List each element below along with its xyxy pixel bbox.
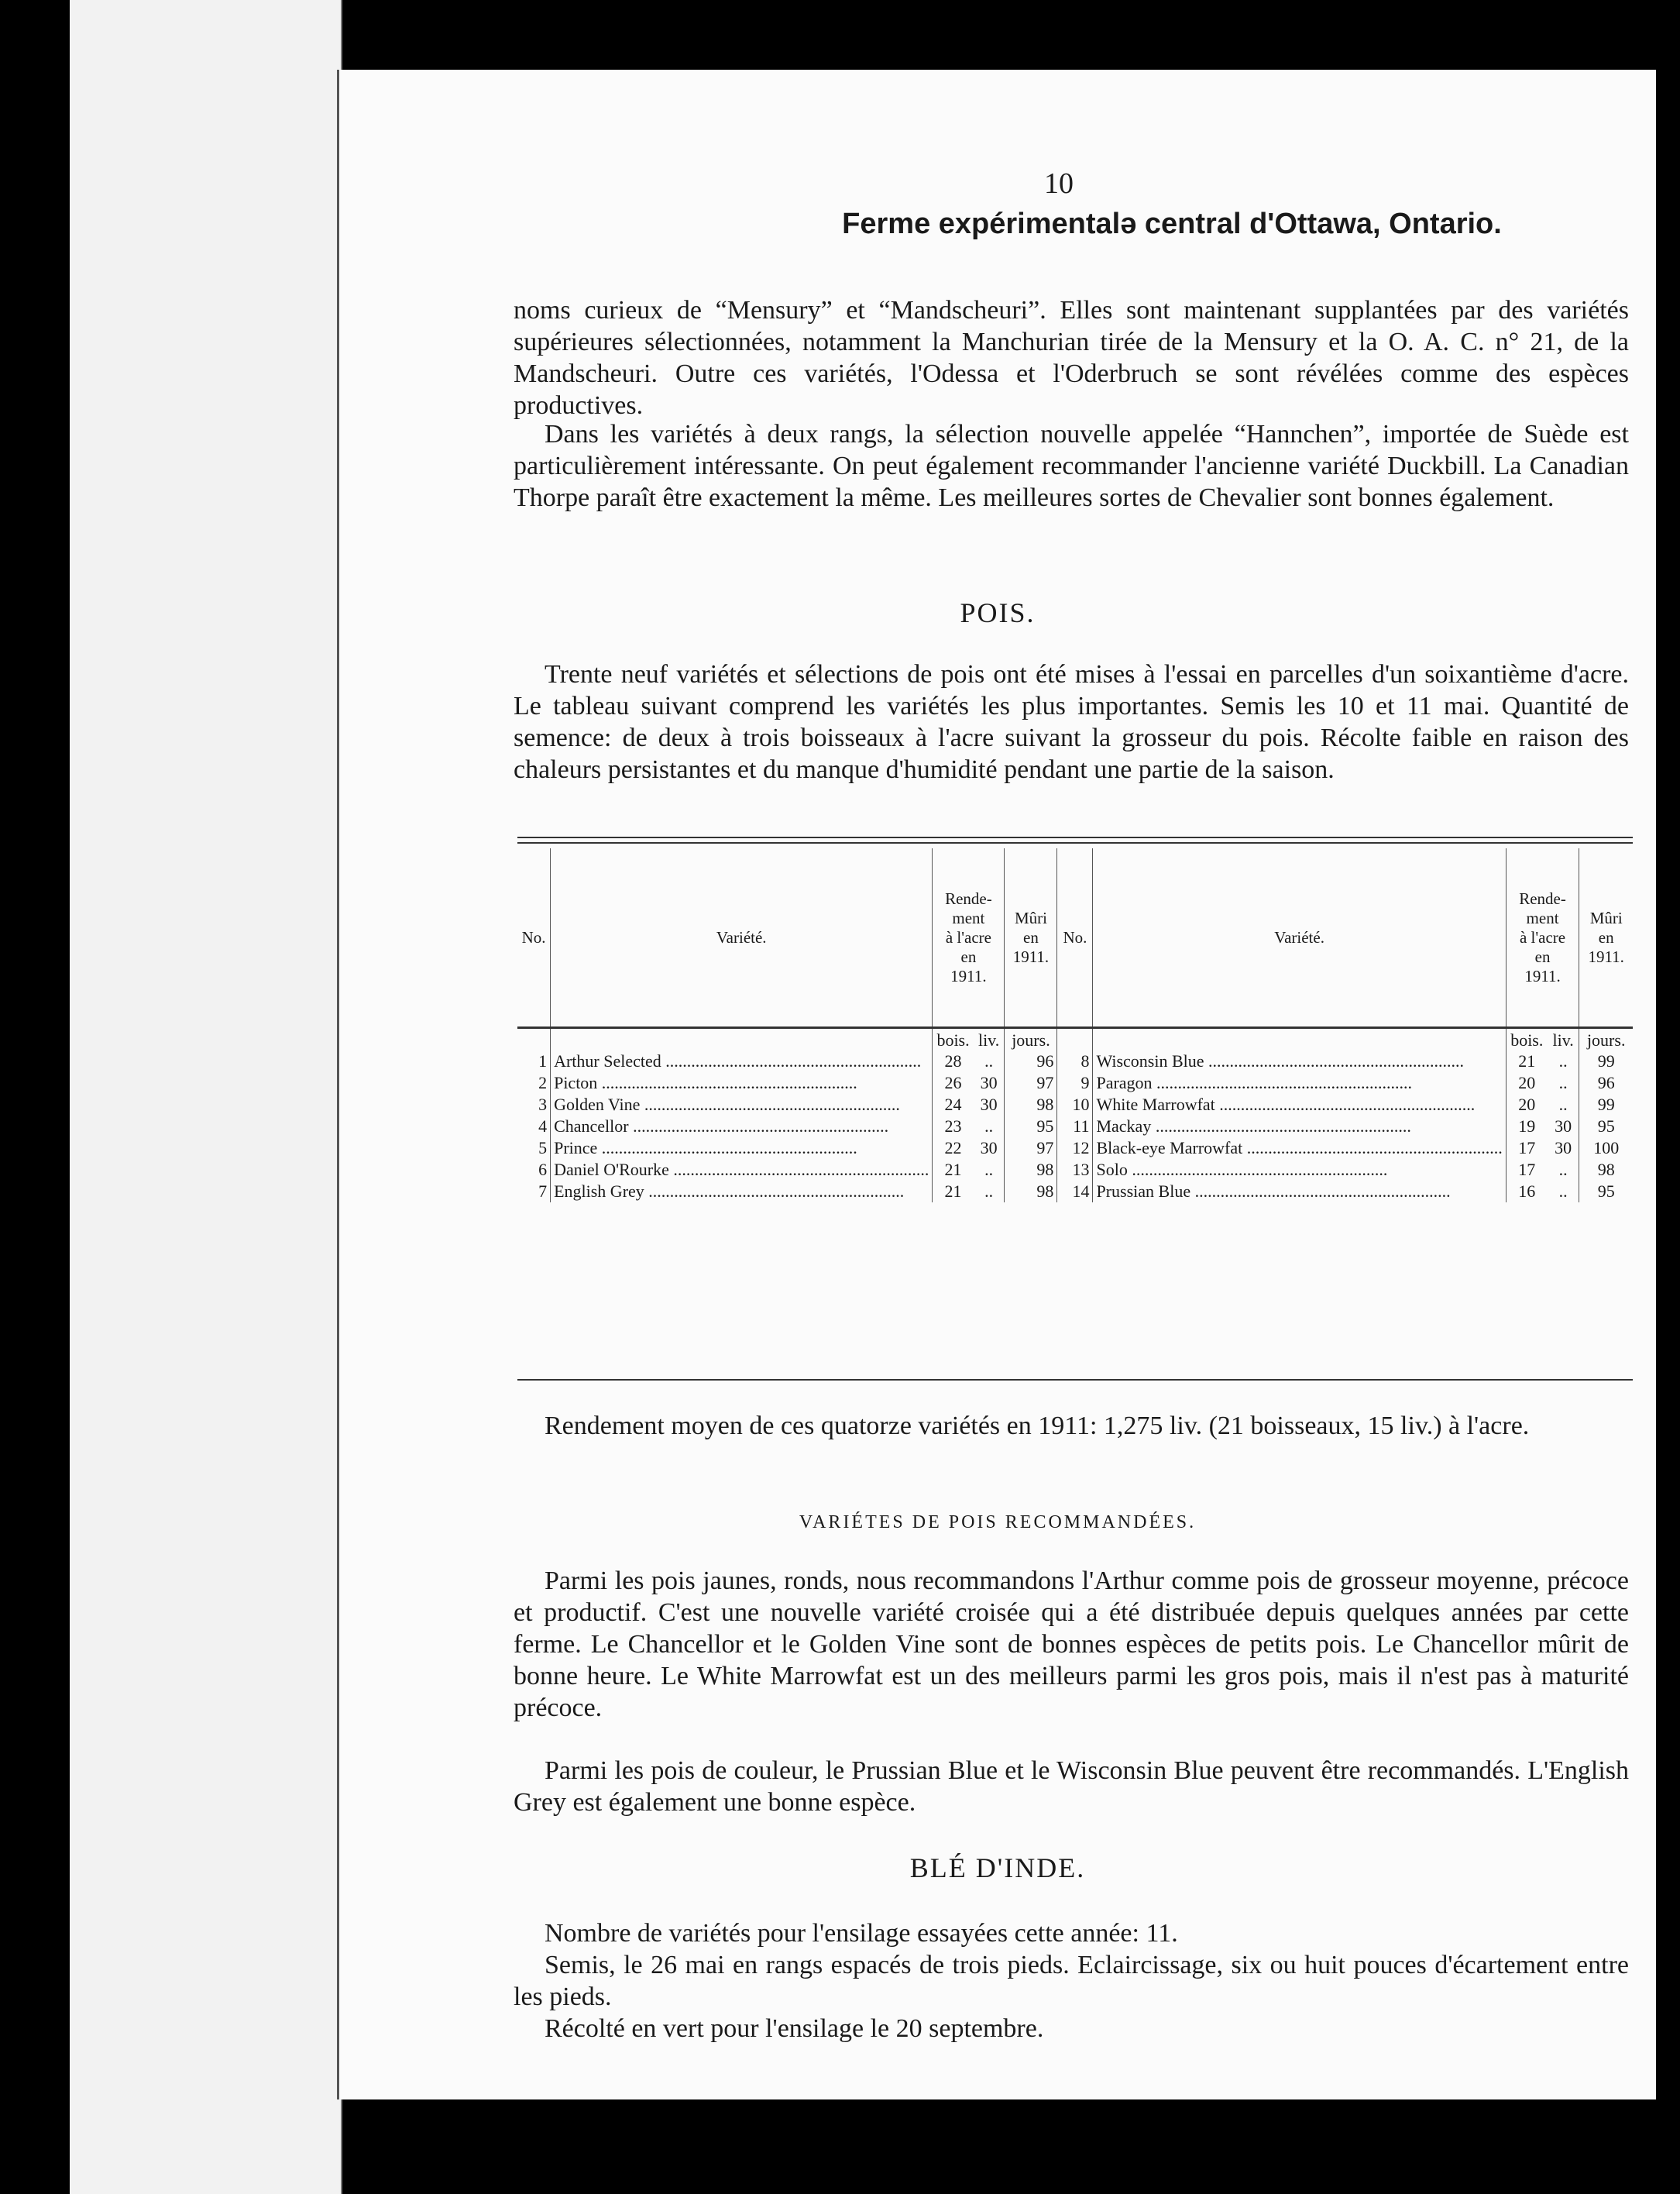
row-number: 7	[538, 1181, 548, 1201]
table-row	[517, 1137, 1633, 1159]
yield-bois: 21	[1506, 1051, 1548, 1072]
maturity-days: 100	[1579, 1137, 1633, 1159]
variety-name: Prince ............................................................	[551, 1137, 933, 1159]
variety-name: Black-eye Marrowfat ............................................................	[1093, 1137, 1506, 1159]
yield-bois: 21	[933, 1181, 974, 1202]
pois-table	[517, 848, 1633, 1202]
row-number: 11	[1057, 1116, 1093, 1137]
row-number: 8	[1057, 1051, 1093, 1072]
variety-name: Daniel O'Rourke ............................................................	[551, 1159, 933, 1181]
maturity-days: 98	[1579, 1159, 1633, 1181]
maturity-days: 99	[1579, 1051, 1633, 1072]
yield-liv: ..	[984, 1160, 994, 1179]
yield-bois: 23	[933, 1116, 974, 1137]
variety-name: Mackay ............................................................	[1093, 1116, 1506, 1137]
col-no-left: No.	[517, 848, 551, 1028]
row-number: 6	[538, 1160, 548, 1179]
table-row	[517, 1094, 1633, 1116]
col-variete-right: Variété.	[1093, 848, 1506, 1028]
table-row	[517, 1072, 1633, 1094]
row-number: 14	[1057, 1181, 1093, 1202]
intro-paragraph-1: noms curieux de “Mensury” et “Mandscheuri”. Elles sont maintenant supplantées par des variétés supérieures sélectionnées, notamment la Manchurian tirée de la Mensury et la O. A. C. n° 21, de la Mandscheuri. Outre ces variétés, l'Odessa et l'Oderbruch se sont révélées comme des espèces productives.	[514, 296, 1629, 420]
ble-line-2: Semis, le 26 mai en rangs espacés de trois pieds. Eclaircissage, six ou huit pouces d'écartement entre les pieds.	[514, 1951, 1629, 2011]
variety-name: Prussian Blue ............................................................	[1093, 1181, 1506, 1202]
yield-bois: 24	[933, 1094, 974, 1116]
yield-liv: ..	[1558, 1051, 1568, 1071]
pois-paragraph: Trente neuf variétés et sélections de pois ont été mises à l'essai en parcelles d'un soixantième d'acre. Le tableau suivant comprend les variétés les plus importantes. Semis les 10 et 11 mai. Quantité de semence: de deux à trois boisseaux à l'acre suivant la grosseur du pois. Récolte faible en raison des chaleurs persistantes et du manque d'humidité pendant une partie de la saison.	[514, 660, 1629, 784]
table-top-rule	[517, 837, 1633, 838]
yield-liv: 30	[980, 1095, 998, 1114]
yield-bois: 22	[933, 1137, 974, 1159]
page-number: 10	[1044, 167, 1074, 200]
maturity-days: 98	[1005, 1094, 1057, 1116]
yield-liv: ..	[1558, 1095, 1568, 1114]
ble-line-1: Nombre de variétés pour l'ensilage essayées cette année: 11.	[545, 1919, 1178, 1948]
units-row: bois. liv. jours. bois. liv. jours.	[517, 1028, 1633, 1051]
row-number: 10	[1057, 1094, 1093, 1116]
maturity-days: 95	[1579, 1181, 1633, 1202]
recommandees-paragraph-2: Parmi les pois de couleur, le Prussian Blue et le Wisconsin Blue peuvent être recommandés. L'English Grey est également une bonne espèce.	[514, 1756, 1629, 1817]
row-number: 9	[1057, 1072, 1093, 1094]
heading-pois: POIS.	[960, 597, 1036, 628]
yield-bois: 19	[1506, 1116, 1548, 1137]
maturity-days: 98	[1005, 1181, 1057, 1202]
row-number: 5	[538, 1138, 548, 1157]
yield-liv: 30	[1555, 1116, 1572, 1136]
maturity-days: 97	[1005, 1072, 1057, 1094]
table-row	[517, 1181, 1633, 1202]
row-number: 1	[538, 1051, 548, 1071]
maturity-days: 99	[1579, 1094, 1633, 1116]
intro-paragraph-2: Dans les variétés à deux rangs, la sélection nouvelle appelée “Hannchen”, importée de Suède est particulièrement intéressante. On peut également recommander l'ancienne variété Duckbill. La Canadian Thorpe paraît être exactement la même. Les meilleures sortes de Chevalier sont bonnes également.	[514, 420, 1629, 512]
variety-name: Golden Vine ............................................................	[551, 1094, 933, 1116]
yield-bois: 16	[1506, 1181, 1548, 1202]
row-number: 13	[1057, 1159, 1093, 1181]
variety-name: Paragon ............................................................	[1093, 1072, 1506, 1094]
row-number: 4	[538, 1116, 548, 1136]
document-page	[337, 70, 1656, 2099]
yield-liv: ..	[984, 1051, 994, 1071]
col-no-right: No.	[1057, 848, 1093, 1028]
variety-name: White Marrowfat ............................................................	[1093, 1094, 1506, 1116]
variety-name: Wisconsin Blue ............................................................	[1093, 1051, 1506, 1072]
yield-liv: ..	[1558, 1160, 1568, 1179]
yield-bois: 17	[1506, 1137, 1548, 1159]
yield-liv: ..	[984, 1181, 994, 1201]
yield-bois: 26	[933, 1072, 974, 1094]
maturity-days: 98	[1005, 1159, 1057, 1181]
yield-liv: 30	[1555, 1138, 1572, 1157]
table-row	[517, 1116, 1633, 1137]
running-title: Ferme expérimentalə central d'Ottawa, Ontario.	[842, 208, 1502, 240]
table-top-rule-2	[517, 842, 1633, 844]
row-number: 2	[538, 1073, 548, 1092]
maturity-days: 96	[1005, 1051, 1057, 1072]
heading-recommandees: VARIÉTES DE POIS RECOMMANDÉES.	[799, 1512, 1197, 1532]
col-muri-left: Mûri en 1911.	[1005, 848, 1057, 1028]
maturity-days: 95	[1579, 1116, 1633, 1137]
table-row	[517, 1159, 1633, 1181]
yield-bois: 17	[1506, 1159, 1548, 1181]
heading-ble-dinde: BLÉ D'INDE.	[909, 1852, 1086, 1883]
yield-bois: 21	[933, 1159, 974, 1181]
col-variete-left: Variété.	[551, 848, 933, 1028]
yield-bois: 20	[1506, 1094, 1548, 1116]
variety-name: Picton ............................................................	[551, 1072, 933, 1094]
col-rendement-right: Rende- ment à l'acre en 1911.	[1506, 848, 1579, 1028]
table-bottom-rule	[517, 1379, 1633, 1381]
row-number: 3	[538, 1095, 548, 1114]
variety-name: English Grey ............................................................	[551, 1181, 933, 1202]
yield-bois: 28	[933, 1051, 974, 1072]
recommandees-paragraph-1: Parmi les pois jaunes, ronds, nous recommandons l'Arthur comme pois de grosseur moyenne, précoce et productif. C'est une nouvelle variété croisée qui a été distribuée depuis quelques années par cette ferme. Le Chancellor et le Golden Vine sont de bonnes espèces de petits pois. Le Chancellor mûrit de bonne heure. Le White Marrowfat est un des meilleurs parmi les gros pois, mais il n'est pas à maturité précoce.	[514, 1566, 1629, 1722]
maturity-days: 97	[1005, 1137, 1057, 1159]
yield-liv: 30	[980, 1138, 998, 1157]
variety-name: Solo ............................................................	[1093, 1159, 1506, 1181]
variety-name: Arthur Selected ............................................................	[551, 1051, 933, 1072]
ble-line-3: Récolté en vert pour l'ensilage le 20 septembre.	[545, 2014, 1044, 2043]
row-number: 12	[1057, 1137, 1093, 1159]
variety-name: Chancellor ............................................................	[551, 1116, 933, 1137]
table-row	[517, 1051, 1633, 1072]
col-rendement-left: Rende- ment à l'acre en 1911.	[933, 848, 1005, 1028]
col-muri-right: Mûri en 1911.	[1579, 848, 1633, 1028]
maturity-days: 95	[1005, 1116, 1057, 1137]
yield-liv: ..	[1558, 1181, 1568, 1201]
yield-liv: 30	[980, 1073, 998, 1092]
maturity-days: 96	[1579, 1072, 1633, 1094]
yield-liv: ..	[984, 1116, 994, 1136]
yield-bois: 20	[1506, 1072, 1548, 1094]
page-edges	[0, 0, 356, 2194]
yield-liv: ..	[1558, 1073, 1568, 1092]
rendement-moyen: Rendement moyen de ces quatorze variétés en 1911: 1,275 liv. (21 boisseaux, 15 liv.) à l'acre.	[545, 1412, 1530, 1440]
